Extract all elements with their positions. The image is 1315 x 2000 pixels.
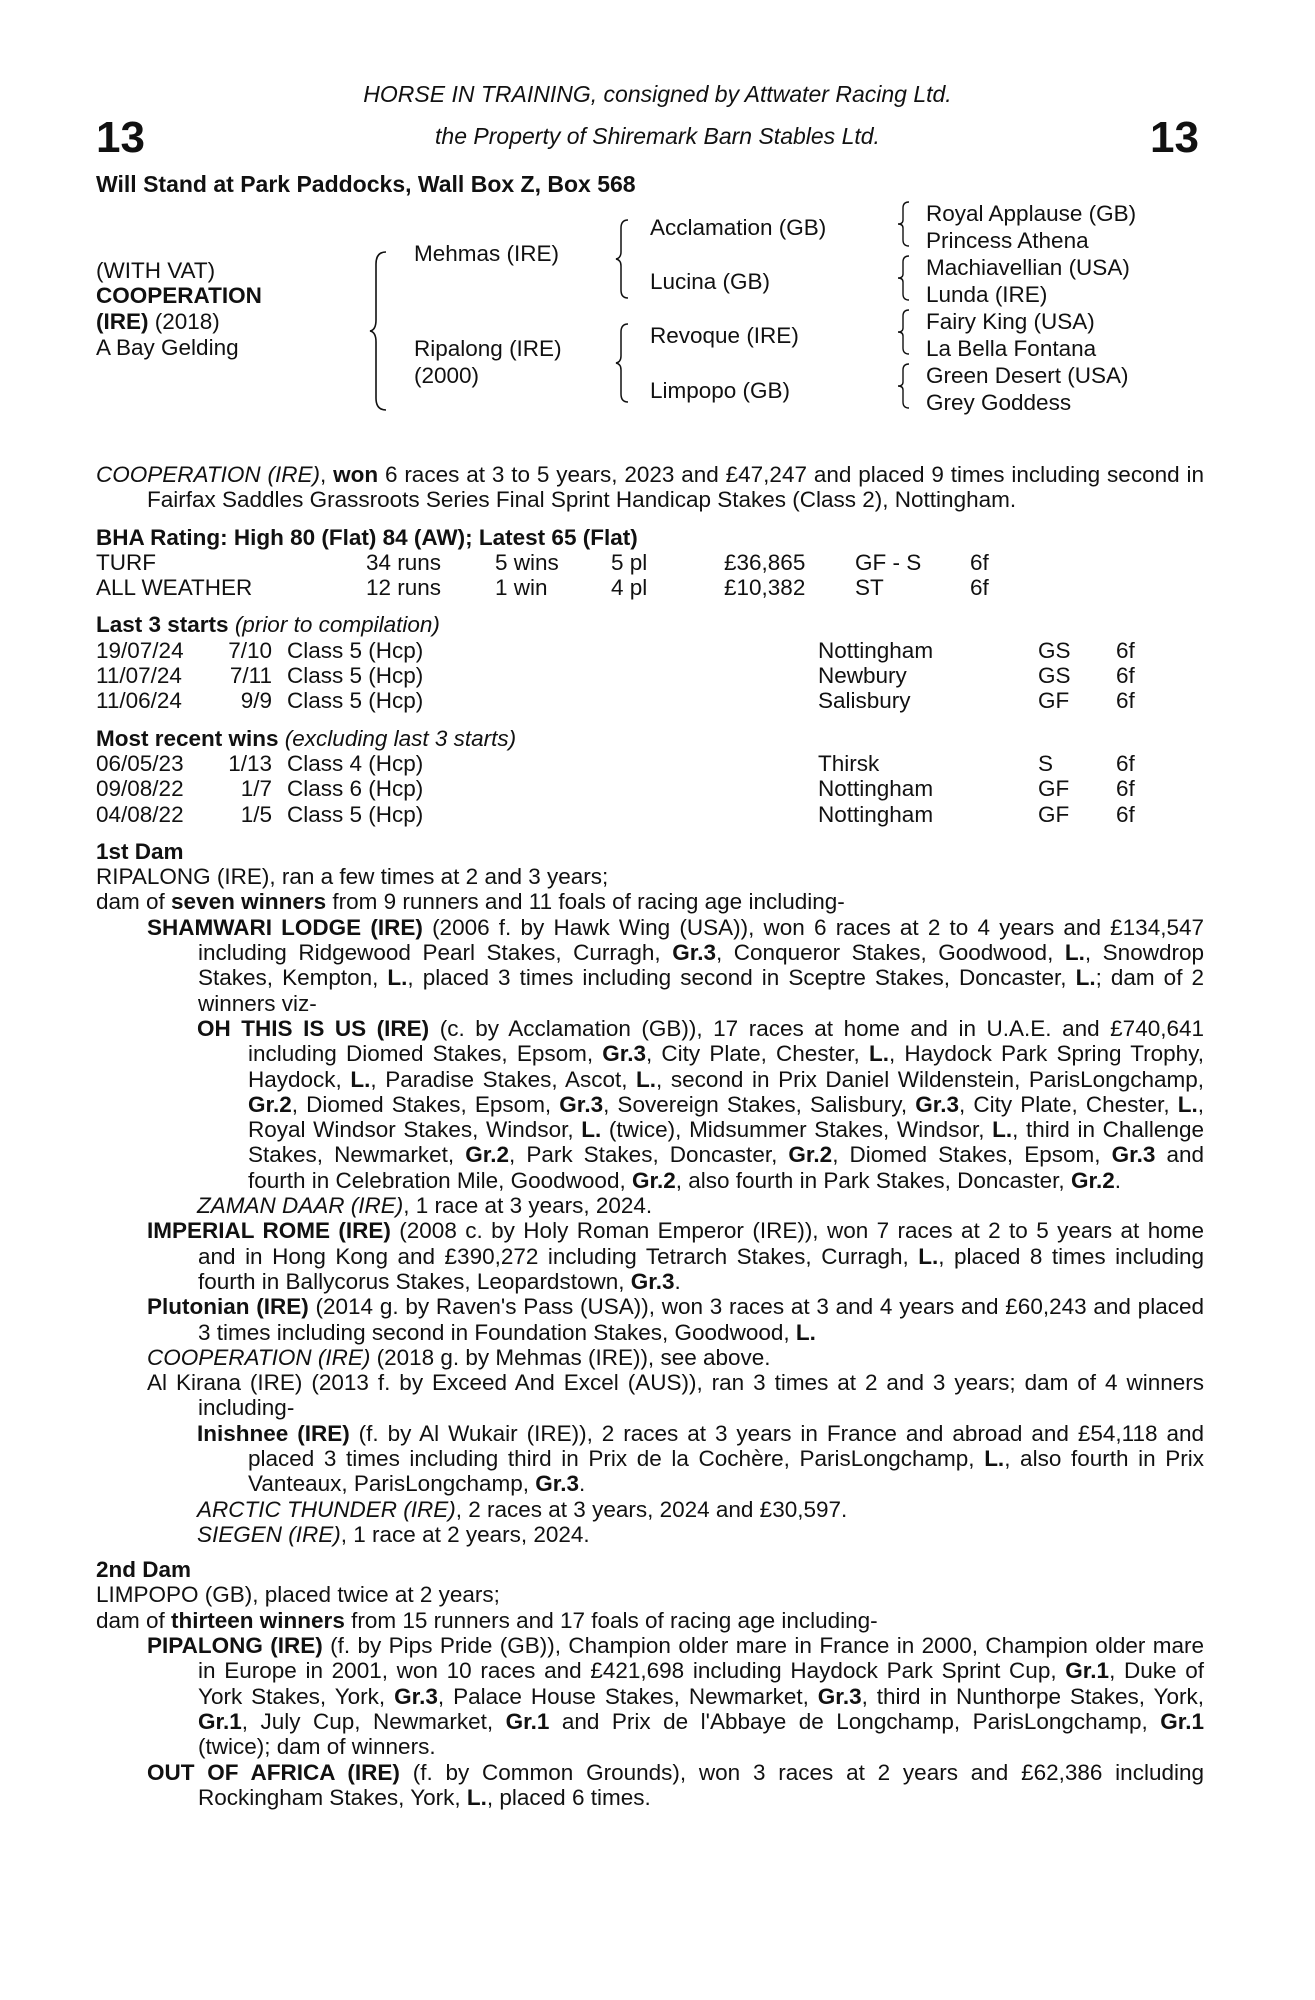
pedigree-ggp: La Bella Fontana: [926, 336, 1097, 361]
horse-country: (IRE): [96, 309, 149, 334]
progeny-entry: OUT OF AFRICA (IRE) (f. by Common Grounds), won 3 races at 2 years and £62,386 including Rockingham Stakes, York, L., placed 6 times.: [147, 1759, 1204, 1810]
pedigree-ggp: Machiavellian (USA): [926, 255, 1130, 280]
pedigree-brace-dam: [614, 322, 632, 404]
pedigree-dam: Ripalong (IRE): [414, 336, 562, 361]
first-dam-line2: dam of seven winners from 9 runners and 11 foals of racing age including-: [96, 889, 845, 915]
pedigree-brace-ggp-4: [896, 362, 912, 410]
horse-year: (2018): [148, 309, 220, 334]
second-dam-title: 2nd Dam: [96, 1557, 192, 1583]
last-start-row: 11/06/24 9/9 Class 5 (Hcp) Salisbury GF 6f: [96, 688, 1135, 714]
pedigree-ggp: Green Desert (USA): [926, 363, 1129, 388]
pedigree-dam-year: (2000): [414, 363, 480, 388]
second-dam-line2: dam of thirteen winners from 15 runners and 17 foals of racing age including-: [96, 1607, 878, 1633]
progeny-entry: SIEGEN (IRE), 1 race at 2 years, 2024.: [197, 1521, 590, 1547]
vat-note: (WITH VAT): [96, 258, 216, 283]
first-dam-line1: RIPALONG (IRE), ran a few times at 2 and 3 years;: [96, 864, 609, 890]
pedigree-brace-ggp-2: [896, 254, 912, 302]
pedigree-dam-sire: Revoque (IRE): [650, 323, 799, 348]
horse-description: A Bay Gelding: [96, 335, 239, 360]
catalogue-text: [96, 462, 1204, 1810]
pedigree-sire: Mehmas (IRE): [414, 241, 560, 266]
progeny-entry: Al Kirana (IRE) (2013 f. by Exceed And Excel (AUS)), ran 3 times at 2 and 3 years; dam of 4 winners including-: [147, 1370, 1204, 1421]
consignor-line: HORSE IN TRAINING, consigned by Attwater Racing Ltd.: [363, 81, 952, 107]
pedigree-sire-sire: Acclamation (GB): [650, 215, 827, 240]
recent-win-row: 06/05/23 1/13 Class 4 (Hcp) Thirsk S 6f: [96, 750, 1135, 776]
pedigree-dam-dam: Limpopo (GB): [650, 378, 791, 403]
rating-row: TURF 34 runs 5 wins 5 pl £36,865 GF - S 6f: [96, 549, 989, 575]
bha-rating-title: BHA Rating: High 80 (Flat) 84 (AW); Latest 65 (Flat): [96, 524, 638, 550]
horse-name: COOPERATION: [96, 283, 262, 308]
property-line: the Property of Shiremark Barn Stables Ltd.: [435, 123, 880, 149]
pedigree-brace-ggp-1: [896, 200, 912, 248]
pedigree-brace-main: [368, 250, 392, 412]
pedigree-ggp: Fairy King (USA): [926, 309, 1095, 334]
second-dam-line1: LIMPOPO (GB), placed twice at 2 years;: [96, 1582, 500, 1608]
pedigree-ggp: Lunda (IRE): [926, 282, 1048, 307]
pedigree-ggp: Royal Applause (GB): [926, 201, 1137, 226]
progeny-entry: ZAMAN DAAR (IRE), 1 race at 3 years, 2024.: [197, 1193, 653, 1219]
progeny-entry: IMPERIAL ROME (IRE) (2008 c. by Holy Roman Emperor (IRE)), won 7 races at 2 to 5 years at home and in Hong Kong and £390,272 including Tetrarch Stakes, Curragh, L., placed 8 times including fourth in Ballycorus Stakes, Leopardstown, Gr.3.: [147, 1218, 1204, 1294]
progeny-entry: Inishnee (IRE) (f. by Al Wukair (IRE)), 2 races at 3 years in France and abroad and £54,118 and placed 3 times including third in Prix de la Cochère, ParisLongchamp, L., also fourth in Prix Vanteaux, ParisLongchamp, Gr.3.: [197, 1420, 1204, 1497]
recent-win-row: 09/08/22 1/7 Class 6 (Hcp) Nottingham GF 6f: [96, 776, 1135, 802]
recent-win-row: 04/08/22 1/5 Class 5 (Hcp) Nottingham GF 6f: [96, 801, 1135, 827]
stand-location: Will Stand at Park Paddocks, Wall Box Z, Box 568: [96, 171, 636, 197]
last-start-row: 11/07/24 7/11 Class 5 (Hcp) Newbury GS 6f: [96, 663, 1135, 689]
rating-row: ALL WEATHER 12 runs 1 win 4 pl £10,382 ST 6f: [96, 575, 989, 601]
progeny-entry: Plutonian (IRE) (2014 g. by Raven's Pass (USA)), won 3 races at 3 and 4 years and £60,243 and placed 3 times including second in Foundation Stakes, Goodwood, L.: [147, 1294, 1204, 1345]
last-starts-title: Last 3 starts (prior to compilation): [96, 612, 440, 638]
pedigree-ggp: Grey Goddess: [926, 390, 1072, 415]
race-summary: COOPERATION (IRE), won 6 races at 3 to 5 years, 2023 and £47,247 and placed 9 times including second in Fairfax Saddles Grassroots Series Final Sprint Handicap Stakes (Class 2), Nottingham.: [96, 462, 1204, 513]
pedigree-sire-dam: Lucina (GB): [650, 269, 771, 294]
progeny-entry: COOPERATION (IRE) (2018 g. by Mehmas (IRE)), see above.: [147, 1344, 771, 1370]
progeny-entry: ARCTIC THUNDER (IRE), 2 races at 3 years, 2024 and £30,597.: [197, 1496, 848, 1522]
lot-number-right: 13: [1150, 113, 1199, 162]
lot-number-left: 13: [96, 113, 145, 162]
horse-name-suffix: [96, 309, 220, 334]
pedigree-brace-sire: [614, 218, 632, 300]
recent-wins-title: Most recent wins (excluding last 3 starts): [96, 725, 517, 751]
progeny-entry: SHAMWARI LODGE (IRE) (2006 f. by Hawk Wing (USA)), won 6 races at 2 to 4 years and £134,547 including Ridgewood Pearl Stakes, Curragh, Gr.3, Conqueror Stakes, Goodwood, L., Snowdrop Stakes, Kempton, L., placed 3 times including second in Sceptre Stakes, Doncaster, L.; dam of 2 winners viz-: [147, 914, 1204, 1016]
pedigree-brace-ggp-3: [896, 308, 912, 356]
first-dam-title: 1st Dam: [96, 838, 184, 864]
progeny-entry: PIPALONG (IRE) (f. by Pips Pride (GB)), Champion older mare in France in 2000, Champion older mare in Europe in 2001, won 10 races and £421,698 including Haydock Park Sprint Cup, Gr.1, Duke of York Stakes, York, Gr.3, Palace House Stakes, Newmarket, Gr.3, third in Nunthorpe Stakes, York, Gr.1, July Cup, Newmarket, Gr.1 and Prix de l'Abbaye de Longchamp, ParisLongchamp, Gr.1 (twice); dam of winners.: [147, 1633, 1204, 1760]
last-start-row: 19/07/24 7/10 Class 5 (Hcp) Nottingham GS 6f: [96, 637, 1135, 663]
progeny-entry: OH THIS IS US (IRE) (c. by Acclamation (GB)), 17 races at home and in U.A.E. and £740,641 including Diomed Stakes, Epsom, Gr.3, City Plate, Chester, L., Haydock Park Spring Trophy, Haydock, L., Paradise Stakes, Ascot, L., second in Prix Daniel Wildenstein, ParisLongchamp, Gr.2, Diomed Stakes, Epsom, Gr.3, Sovereign Stakes, Salisbury, Gr.3, City Plate, Chester, L., Royal Windsor Stakes, Windsor, L. (twice), Midsummer Stakes, Windsor, L., third in Challenge Stakes, Newmarket, Gr.2, Park Stakes, Doncaster, Gr.2, Diomed Stakes, Epsom, Gr.3 and fourth in Celebration Mile, Goodwood, Gr.2, also fourth in Park Stakes, Doncaster, Gr.2.: [197, 1015, 1205, 1193]
pedigree-ggp: Princess Athena: [926, 228, 1089, 253]
